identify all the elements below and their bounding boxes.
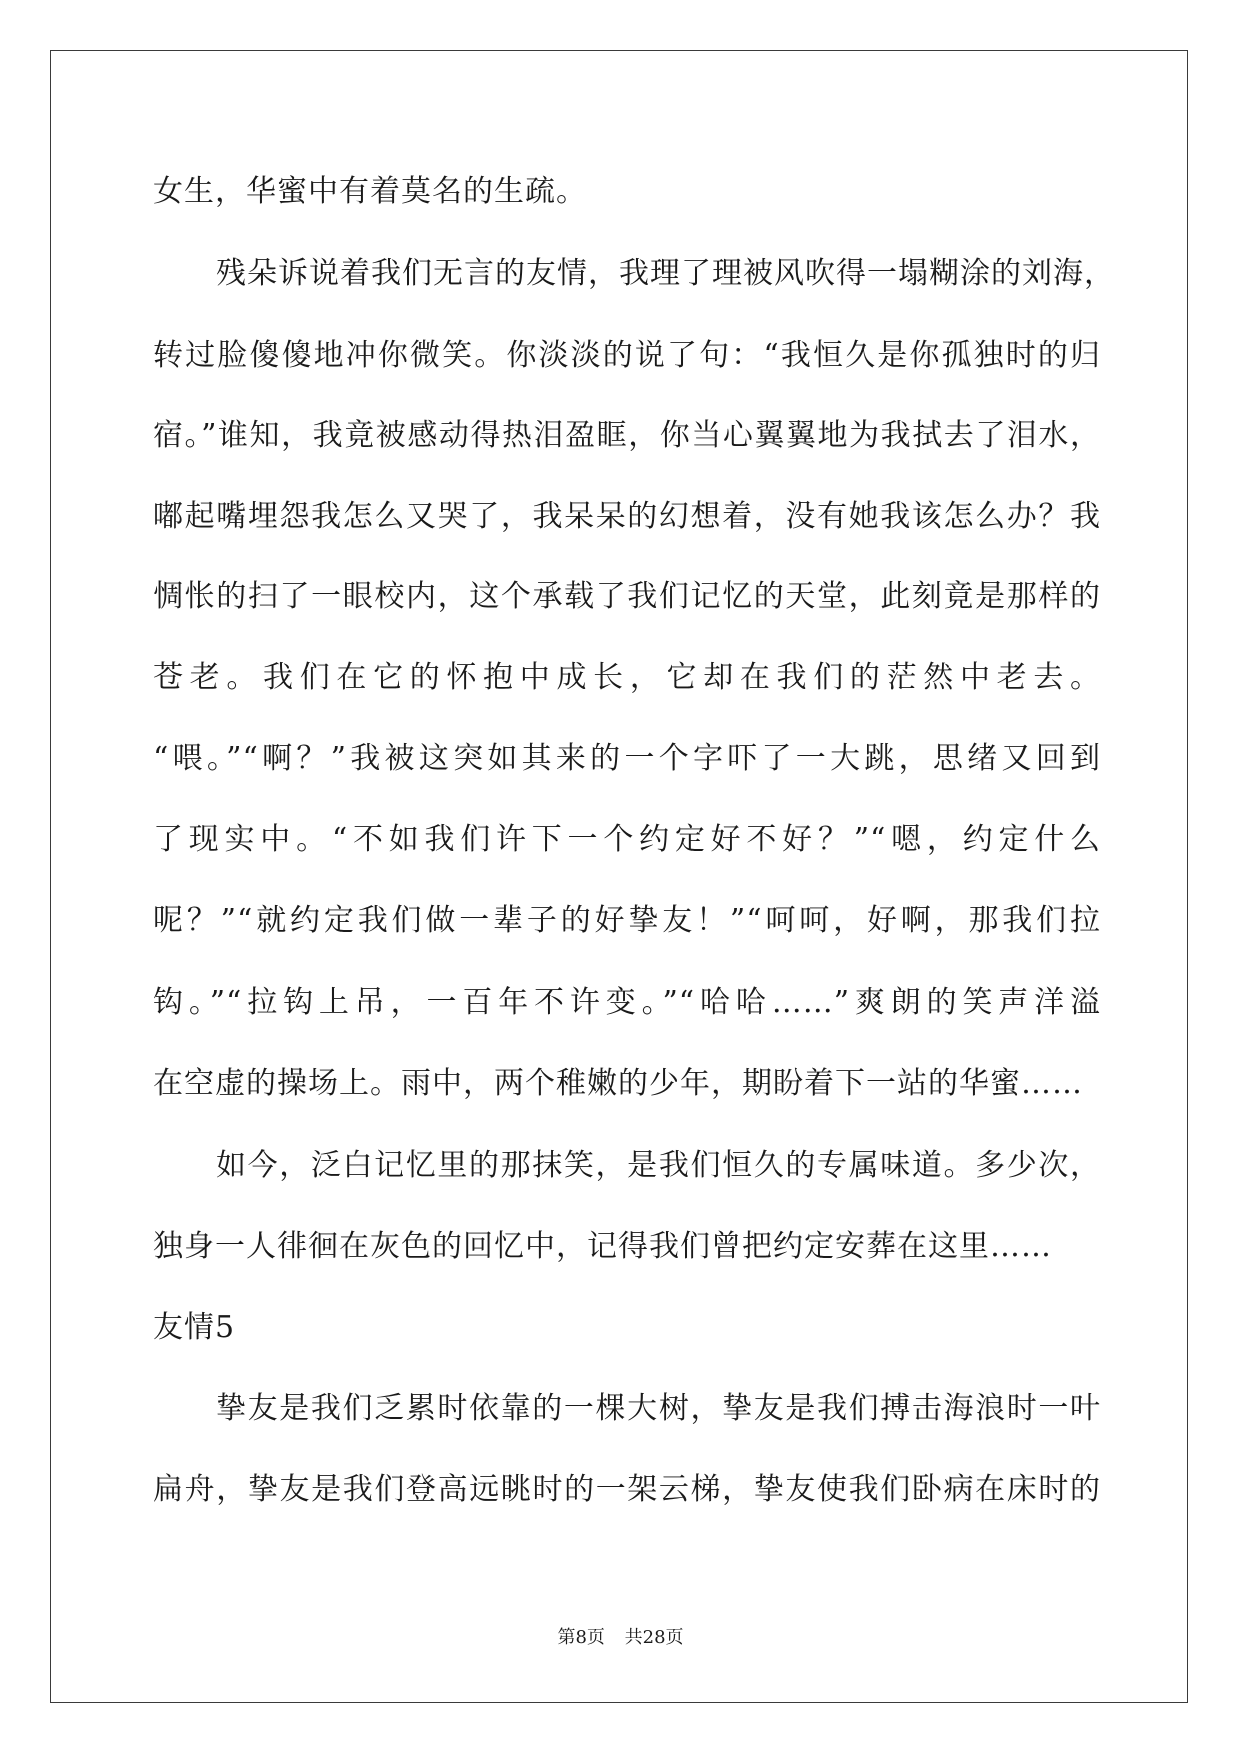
page-border: [50, 50, 1188, 1703]
paragraph-start-line: 挚友是我们乏累时依靠的一棵大树，挚友是我们搏击海浪时一叶: [216, 1391, 1101, 1426]
body-line: 了现实中。“不如我们许下一个约定好不好？”“嗯，约定什么: [153, 822, 1101, 857]
body-line: 在空虚的操场上。雨中，两个稚嫩的少年，期盼着下一站的华蜜……: [153, 1066, 1083, 1101]
body-line: 转过脸傻傻地冲你微笑。你淡淡的说了句：“我恒久是你孤独时的归: [153, 338, 1101, 373]
body-line: 女生，华蜜中有着莫名的生疏。: [153, 174, 587, 209]
body-line: 苍老。我们在它的怀抱中成长，它却在我们的茫然中老去。: [153, 660, 1101, 695]
body-line: 钩。”“拉钩上吊，一百年不许变。”“哈哈……”爽朗的笑声洋溢: [153, 985, 1101, 1020]
body-line: 嘟起嘴埋怨我怎么又哭了，我呆呆的幻想着，没有她我该怎么办？我: [153, 499, 1101, 534]
paragraph-start-line: 残朵诉说着我们无言的友情，我理了理被风吹得一塌糊涂的刘海，: [216, 256, 1115, 291]
body-line: 扁舟，挚友是我们登高远眺时的一架云梯，挚友使我们卧病在床时的: [153, 1472, 1101, 1507]
body-line: 呢？”“就约定我们做一辈子的好挚友！”“呵呵，好啊，那我们拉: [153, 903, 1101, 938]
paragraph-start-line: 如今，泛白记忆里的那抹笑，是我们恒久的专属味道。多少次，: [216, 1148, 1101, 1183]
body-line: 惆怅的扫了一眼校内，这个承载了我们记忆的天堂，此刻竟是那样的: [153, 579, 1101, 614]
body-line: “喂。”“啊？”我被这突如其来的一个字吓了一大跳，思绪又回到: [153, 741, 1101, 776]
section-heading: 友情5: [153, 1310, 236, 1345]
body-line: 独身一人徘徊在灰色的回忆中，记得我们曾把约定安葬在这里……: [153, 1229, 1052, 1264]
page-number-footer: 第8页 共28页: [557, 1627, 684, 1648]
body-line: 宿。”谁知，我竟被感动得热泪盈眶，你当心翼翼地为我拭去了泪水，: [153, 418, 1101, 453]
